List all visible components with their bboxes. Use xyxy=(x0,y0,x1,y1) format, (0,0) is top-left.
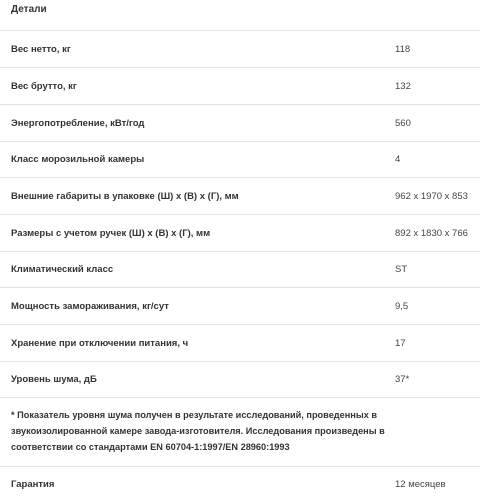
spec-value: 12 месяцев xyxy=(395,479,446,490)
spec-row-power-outage-storage xyxy=(0,324,480,361)
spec-label: Класс морозильной камеры xyxy=(11,154,145,165)
spec-label: Вес нетто, кг xyxy=(11,44,71,55)
spec-row-noise-level xyxy=(0,361,480,397)
spec-row-warranty xyxy=(0,466,480,499)
spec-label: Вес брутто, кг xyxy=(11,81,77,92)
spec-row-packaged-dimensions xyxy=(0,177,480,214)
spec-label: Внешние габариты в упаковке (Ш) х (В) х (Г), мм xyxy=(11,191,239,202)
spec-value: 132 xyxy=(395,81,411,92)
spec-value: 4 xyxy=(395,154,401,165)
spec-value: 892 x 1830 x 766 xyxy=(395,228,468,239)
spec-value: 37* xyxy=(395,374,410,385)
footnote-row xyxy=(0,397,480,466)
spec-value: 17 xyxy=(395,338,406,349)
section-title: Детали xyxy=(11,4,47,15)
spec-label: Энергопотребление, кВт/год xyxy=(11,118,145,129)
spec-row-freezing-capacity xyxy=(0,287,480,324)
spec-label: Размеры с учетом ручек (Ш) х (В) х (Г), мм xyxy=(11,228,211,239)
spec-label: Уровень шума, дБ xyxy=(11,374,97,385)
spec-row-energy-consumption xyxy=(0,104,480,141)
spec-label: Гарантия xyxy=(11,479,55,490)
noise-footnote: * Показатель уровня шума получен в результате исследований, проведенных в звукоизолированной камере завода-изготовителя. Исследования произведены в соответствии со стандартами EN 60704-1:1997/EN 28960:1993 xyxy=(11,410,385,452)
spec-label: Мощность замораживания, кг/сут xyxy=(11,301,169,312)
spec-row-net-weight xyxy=(0,30,480,67)
spec-label: Хранение при отключении питания, ч xyxy=(11,338,189,349)
spec-value: 118 xyxy=(395,44,411,55)
spec-row-freezer-class xyxy=(0,141,480,177)
spec-row-dimensions-with-handles xyxy=(0,214,480,251)
spec-row-gross-weight xyxy=(0,67,480,104)
spec-row-climate-class xyxy=(0,251,480,287)
spec-value: 9,5 xyxy=(395,301,409,312)
spec-label: Климатический класс xyxy=(11,264,114,275)
spec-value: 962 x 1970 x 853 xyxy=(395,191,468,202)
spec-value: 560 xyxy=(395,118,411,129)
spec-value: ST xyxy=(395,264,408,275)
